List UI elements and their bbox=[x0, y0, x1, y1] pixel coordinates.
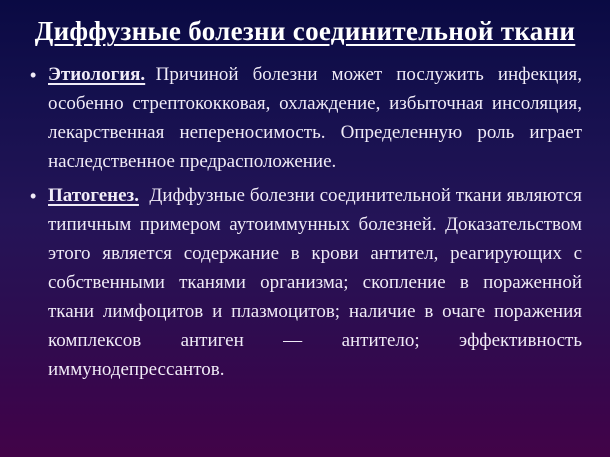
bullet-text-etiology: Причиной болезни может послужить инфекция, особенно стрептококковая, охлаждение, избыточная инсоляция, лекарственная непереносимость. Определенную роль играет наследственное предрасположение. bbox=[48, 64, 582, 172]
slide-body bbox=[28, 60, 582, 384]
bullet-term-pathogenesis: Патогенез. bbox=[48, 185, 139, 206]
bullet-paragraph-pathogenesis bbox=[48, 181, 582, 384]
bullet-paragraph-etiology bbox=[48, 60, 582, 176]
bullet-item-etiology bbox=[28, 60, 582, 176]
bullet-icon: • bbox=[30, 65, 37, 85]
bullet-text-pathogenesis: Диффузные болезни соединительной ткани являются типичным примером аутоиммунных болезней. Доказательством этого является содержание в крови антител, реагирующих с собственными тканями организма; скопление в пораженной ткани лимфоцитов и плазмоцитов; наличие в очаге поражения комплексов антиген — антитело; эффективность иммунодепрессантов. bbox=[48, 185, 582, 380]
bullet-term-etiology: Этиология. bbox=[48, 64, 146, 85]
slide-title: Диффузные болезни соединительной ткани bbox=[34, 16, 576, 46]
bullet-icon: • bbox=[30, 186, 37, 206]
bullet-item-pathogenesis bbox=[28, 181, 582, 384]
